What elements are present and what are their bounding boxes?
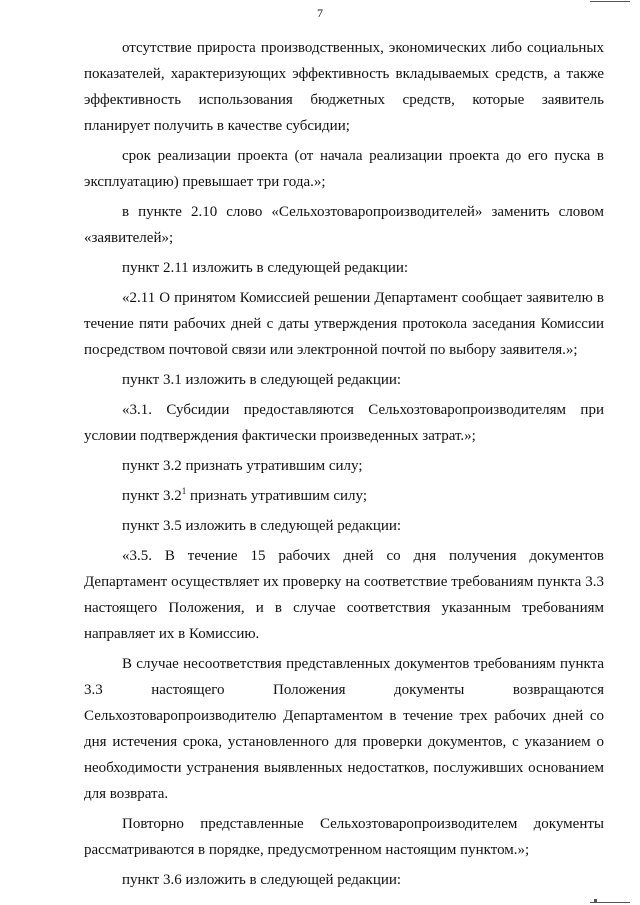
paragraph: отсутствие прироста производственных, экономических либо социальных показателей, характеризующих эффективность вкладываемых средств, а также эффективность использования бюджетных средств, которые заявитель планирует получить в качестве субсидии; xyxy=(84,40,604,134)
paragraph: Повторно представленные Сельхозтоваропроизводителем документы рассматриваются в порядке, предусмотренном настоящим пунктом.»; xyxy=(84,816,604,858)
paragraph: «2.11 О принятом Комиссией решении Департамент сообщает заявителю в течение пяти рабочих дней с даты утверждения протокола заседания Комиссии посредством почтовой связи или электронной почтой по выбору заявителя.»; xyxy=(84,290,604,358)
paragraph-with-superscript xyxy=(84,483,604,509)
paragraph: пункт 3.5 изложить в следующей редакции: xyxy=(122,518,402,534)
scan-mark-top xyxy=(590,1,630,2)
superscript: 1 xyxy=(181,486,187,496)
paragraph-text: пункт 3.2 xyxy=(122,488,182,504)
paragraph-text: признать утратившим силу; xyxy=(186,488,368,504)
paragraph: «3.1. Субсидии предоставляются Сельхозтоваропроизводителям при условии подтверждения фактически произведенных затрат.»; xyxy=(84,402,604,444)
paragraph: пункт 3.6 изложить в следующей редакции: xyxy=(122,872,402,888)
page-number: 7 xyxy=(317,6,323,20)
paragraph: пункт 3.2 признать утратившим силу; xyxy=(122,458,363,474)
paragraph: пункт 3.1 изложить в следующей редакции: xyxy=(122,372,402,388)
paragraph: срок реализации проекта (от начала реализации проекта до его пуска в эксплуатацию) превышает три года.»; xyxy=(84,148,604,190)
document-body xyxy=(84,35,604,897)
paragraph: В случае несоответствия представленных документов требованиям пункта 3.3 настоящего Положения документы возвращаются Сельхозтоваропроизводителю Департаментом в течение трех рабочих дней со дня истечения срока, установленного для проверки документов, с указанием о необходимости устранения выявленных недостатков, послуживших основанием для возврата. xyxy=(84,656,604,802)
paragraph: пункт 2.11 изложить в следующей редакции: xyxy=(122,260,409,276)
paragraph: «3.5. В течение 15 рабочих дней со дня получения документов Департамент осуществляет их проверку на соответствие требованиям пункта 3.3 настоящего Положения, и в случае соответствия указанным требованиям направляет их в Комиссию. xyxy=(84,548,604,642)
paragraph: в пункте 2.10 слово «Сельхозтоваропроизводителей» заменить словом «заявителей»; xyxy=(84,204,604,246)
scan-mark-bottom xyxy=(590,902,630,903)
